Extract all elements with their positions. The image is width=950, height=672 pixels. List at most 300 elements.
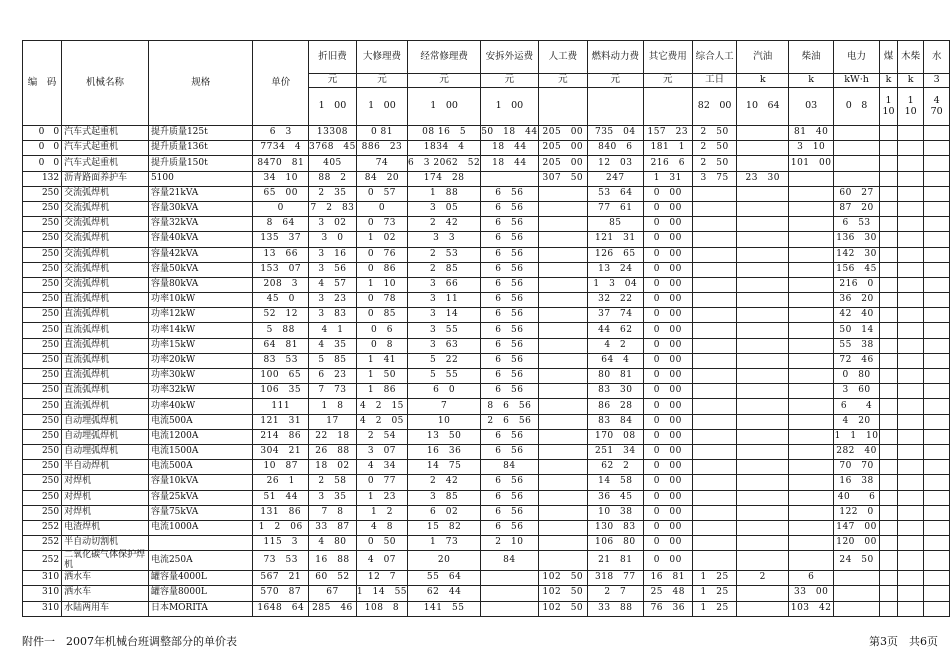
value-cell: [737, 460, 789, 475]
value-cell: [538, 323, 588, 338]
value-cell: 3 11: [408, 293, 481, 308]
value-cell: 33 88: [588, 601, 643, 616]
price-cell: 304 21: [253, 444, 309, 459]
value-cell: [924, 536, 950, 551]
spec-cell: 容量25kVA: [148, 490, 253, 505]
name-cell: 交流弧焊机: [62, 186, 149, 201]
code-cell: 310: [23, 601, 62, 616]
value-cell: 1 41: [356, 353, 407, 368]
unit-price-table: [22, 40, 950, 617]
value-cell: 5 22: [408, 353, 481, 368]
name-cell: 自动埋弧焊机: [62, 414, 149, 429]
value-cell: 0 8: [356, 338, 407, 353]
value-cell: 44 62: [588, 323, 643, 338]
value-cell: [834, 171, 880, 186]
value-cell: [789, 262, 834, 277]
value-cell: 1 73: [408, 536, 481, 551]
value-cell: [538, 186, 588, 201]
value-cell: 0 00: [643, 262, 693, 277]
table-row: [23, 171, 950, 186]
value-cell: [897, 444, 923, 459]
value-cell: 6 56: [481, 490, 538, 505]
value-cell: [789, 308, 834, 323]
value-cell: 0 00: [643, 201, 693, 216]
value-cell: 6 56: [481, 338, 538, 353]
name-cell: 水陆两用车: [62, 601, 149, 616]
value-cell: 88 2: [309, 171, 357, 186]
value-cell: [737, 444, 789, 459]
value-cell: [538, 338, 588, 353]
value-cell: 87 20: [834, 201, 880, 216]
value-cell: [737, 551, 789, 571]
value-cell: [737, 141, 789, 156]
col-coef-12: 1 10: [897, 88, 923, 126]
name-cell: 电渣焊机: [62, 520, 149, 535]
value-cell: 83 30: [588, 384, 643, 399]
value-cell: 2 10: [481, 536, 538, 551]
table-row: [23, 429, 950, 444]
value-cell: 0 73: [356, 217, 407, 232]
value-cell: 2 50: [693, 141, 737, 156]
value-cell: 1 88: [408, 186, 481, 201]
value-cell: [789, 232, 834, 247]
col-unit-7: 工日: [693, 74, 737, 88]
spec-cell: 容量42kVA: [148, 247, 253, 262]
value-cell: [789, 475, 834, 490]
table-row: [23, 141, 950, 156]
table-row: [23, 126, 950, 141]
table-header: [23, 41, 950, 126]
value-cell: [693, 262, 737, 277]
value-cell: [880, 444, 898, 459]
value-cell: 120 00: [834, 536, 880, 551]
value-cell: [737, 217, 789, 232]
value-cell: 205 00: [538, 141, 588, 156]
value-cell: 4 2 05: [356, 414, 407, 429]
value-cell: [789, 460, 834, 475]
value-cell: [737, 414, 789, 429]
value-cell: [693, 353, 737, 368]
table-row: [23, 262, 950, 277]
value-cell: 0 00: [643, 369, 693, 384]
col-coef-2: 1 00: [408, 88, 481, 126]
value-cell: [834, 601, 880, 616]
value-cell: [737, 156, 789, 171]
value-cell: 3 07: [356, 444, 407, 459]
value-cell: [737, 505, 789, 520]
value-cell: 4 2 15: [356, 399, 407, 414]
value-cell: [834, 571, 880, 586]
value-cell: [737, 475, 789, 490]
value-cell: [924, 369, 950, 384]
value-cell: 3 16: [309, 247, 357, 262]
price-cell: 208 3: [253, 277, 309, 292]
value-cell: [693, 308, 737, 323]
code-cell: 0 0: [23, 126, 62, 141]
code-cell: 132: [23, 171, 62, 186]
col-label-0: 折旧费: [309, 41, 357, 74]
value-cell: 1 25: [693, 586, 737, 601]
value-cell: 0 00: [643, 232, 693, 247]
value-cell: [693, 399, 737, 414]
value-cell: [737, 338, 789, 353]
value-cell: [693, 414, 737, 429]
value-cell: [897, 429, 923, 444]
price-cell: 10 87: [253, 460, 309, 475]
code-cell: 250: [23, 399, 62, 414]
value-cell: 2 42: [408, 475, 481, 490]
value-cell: 85: [588, 217, 643, 232]
value-cell: 840 6: [588, 141, 643, 156]
value-cell: 84: [481, 551, 538, 571]
col-coef-9: 03: [789, 88, 834, 126]
value-cell: 126 65: [588, 247, 643, 262]
value-cell: [880, 460, 898, 475]
price-cell: 45 0: [253, 293, 309, 308]
value-cell: 4 34: [356, 460, 407, 475]
value-cell: [897, 384, 923, 399]
value-cell: 84 20: [356, 171, 407, 186]
value-cell: [880, 186, 898, 201]
value-cell: [693, 505, 737, 520]
value-cell: [538, 429, 588, 444]
value-cell: [538, 277, 588, 292]
value-cell: [481, 601, 538, 616]
value-cell: 37 74: [588, 308, 643, 323]
footer-title: 附件一 2007年机械台班调整部分的单价表: [22, 635, 237, 648]
spec-cell: 电流500A: [148, 460, 253, 475]
value-cell: [924, 171, 950, 186]
value-cell: [737, 384, 789, 399]
table-row: [23, 490, 950, 505]
value-cell: [693, 232, 737, 247]
value-cell: [538, 293, 588, 308]
value-cell: 0 57: [356, 186, 407, 201]
value-cell: 6 56: [481, 247, 538, 262]
value-cell: [834, 141, 880, 156]
spec-cell: 容量75kVA: [148, 505, 253, 520]
spec-cell: [148, 536, 253, 551]
table-row: [23, 520, 950, 535]
table-row: [23, 232, 950, 247]
value-cell: 36 45: [588, 490, 643, 505]
value-cell: 0 00: [643, 429, 693, 444]
value-cell: [737, 201, 789, 216]
col-coef-7: 82 00: [693, 88, 737, 126]
value-cell: [924, 490, 950, 505]
price-cell: 65 00: [253, 186, 309, 201]
value-cell: [924, 156, 950, 171]
value-cell: [880, 429, 898, 444]
value-cell: 15 82: [408, 520, 481, 535]
value-cell: [897, 156, 923, 171]
value-cell: 0 00: [643, 338, 693, 353]
name-cell: 直流弧焊机: [62, 399, 149, 414]
value-cell: 4 2: [588, 338, 643, 353]
value-cell: 216 6: [643, 156, 693, 171]
value-cell: 6 56: [481, 201, 538, 216]
value-cell: 4 1: [309, 323, 357, 338]
value-cell: 74: [356, 156, 407, 171]
value-cell: 14 58: [588, 475, 643, 490]
value-cell: 33 00: [789, 586, 834, 601]
value-cell: 3 23: [309, 293, 357, 308]
col-unit-10: kW·h: [834, 74, 880, 88]
value-cell: [789, 277, 834, 292]
value-cell: 0 00: [643, 247, 693, 262]
col-coef-8: 10 64: [737, 88, 789, 126]
value-cell: [924, 571, 950, 586]
value-cell: [924, 475, 950, 490]
value-cell: 6 56: [481, 277, 538, 292]
value-cell: [897, 186, 923, 201]
value-cell: [924, 429, 950, 444]
value-cell: 282 40: [834, 444, 880, 459]
value-cell: 25 48: [643, 586, 693, 601]
value-cell: 3 10: [789, 141, 834, 156]
value-cell: 5 85: [309, 353, 357, 368]
code-cell: 250: [23, 353, 62, 368]
col-label-9: 柴油: [789, 41, 834, 74]
price-cell: 115 3: [253, 536, 309, 551]
value-cell: 2 50: [693, 156, 737, 171]
value-cell: 0 85: [356, 308, 407, 323]
col-label-3: 安拆外运费: [481, 41, 538, 74]
value-cell: 7 8: [309, 505, 357, 520]
spec-cell: 电流1000A: [148, 520, 253, 535]
value-cell: 6 56: [481, 293, 538, 308]
code-cell: 250: [23, 186, 62, 201]
value-cell: [538, 384, 588, 399]
table-row: [23, 505, 950, 520]
name-cell: 直流弧焊机: [62, 293, 149, 308]
value-cell: 6 56: [481, 505, 538, 520]
name-cell: 直流弧焊机: [62, 369, 149, 384]
value-cell: 0 00: [643, 444, 693, 459]
spec-cell: 电流1500A: [148, 444, 253, 459]
value-cell: 42 40: [834, 308, 880, 323]
value-cell: 216 0: [834, 277, 880, 292]
name-cell: 交流弧焊机: [62, 277, 149, 292]
col-coef-13: 4 70: [924, 88, 950, 126]
value-cell: 2 53: [408, 247, 481, 262]
value-cell: [693, 201, 737, 216]
value-cell: 81 40: [789, 126, 834, 141]
value-cell: [897, 475, 923, 490]
table-row: [23, 277, 950, 292]
value-cell: 70 70: [834, 460, 880, 475]
value-cell: 72 46: [834, 353, 880, 368]
table-row: [23, 414, 950, 429]
value-cell: 0 00: [643, 551, 693, 571]
value-cell: [789, 505, 834, 520]
value-cell: [789, 186, 834, 201]
value-cell: 7 73: [309, 384, 357, 399]
value-cell: 6 56: [481, 369, 538, 384]
value-cell: 205 00: [538, 126, 588, 141]
value-cell: [924, 338, 950, 353]
value-cell: 4 57: [309, 277, 357, 292]
value-cell: [897, 601, 923, 616]
value-cell: [924, 586, 950, 601]
value-cell: [538, 201, 588, 216]
col-unit-11: k: [880, 74, 898, 88]
value-cell: 2 6 56: [481, 414, 538, 429]
value-cell: [538, 262, 588, 277]
price-cell: 26 1: [253, 475, 309, 490]
name-cell: 交流弧焊机: [62, 201, 149, 216]
code-cell: 250: [23, 262, 62, 277]
code-cell: 250: [23, 293, 62, 308]
table-row: [23, 323, 950, 338]
value-cell: 0 78: [356, 293, 407, 308]
value-cell: 1 8: [309, 399, 357, 414]
value-cell: 3 63: [408, 338, 481, 353]
price-cell: 64 81: [253, 338, 309, 353]
value-cell: [481, 586, 538, 601]
value-cell: [737, 353, 789, 368]
code-cell: 250: [23, 369, 62, 384]
col-coef-10: 0 8: [834, 88, 880, 126]
value-cell: 121 31: [588, 232, 643, 247]
table-row: [23, 308, 950, 323]
value-cell: 886 23: [356, 141, 407, 156]
value-cell: 2 35: [309, 186, 357, 201]
value-cell: 2 50: [693, 126, 737, 141]
value-cell: 3 55: [408, 323, 481, 338]
value-cell: 0 00: [643, 293, 693, 308]
value-cell: [789, 217, 834, 232]
name-cell: 直流弧焊机: [62, 308, 149, 323]
value-cell: 0 00: [643, 414, 693, 429]
name-cell: 洒水车: [62, 586, 149, 601]
value-cell: [538, 551, 588, 571]
col-coef-3: 1 00: [481, 88, 538, 126]
code-cell: 0 0: [23, 141, 62, 156]
value-cell: [737, 520, 789, 535]
value-cell: 62 2: [588, 460, 643, 475]
value-cell: 0 86: [356, 262, 407, 277]
value-cell: 10 38: [588, 505, 643, 520]
value-cell: 130 83: [588, 520, 643, 535]
value-cell: 1 10: [356, 277, 407, 292]
value-cell: [880, 171, 898, 186]
value-cell: [924, 444, 950, 459]
value-cell: 18 02: [309, 460, 357, 475]
value-cell: [737, 369, 789, 384]
value-cell: [737, 323, 789, 338]
value-cell: [693, 551, 737, 571]
value-cell: [789, 293, 834, 308]
value-cell: 251 34: [588, 444, 643, 459]
value-cell: [737, 277, 789, 292]
price-cell: 131 86: [253, 505, 309, 520]
col-unit-8: k: [737, 74, 789, 88]
value-cell: 102 50: [538, 571, 588, 586]
value-cell: [880, 262, 898, 277]
code-cell: 250: [23, 414, 62, 429]
value-cell: 3 3: [408, 232, 481, 247]
spec-cell: 功率10kW: [148, 293, 253, 308]
table-row: [23, 293, 950, 308]
value-cell: 20: [408, 551, 481, 571]
value-cell: 6 56: [481, 308, 538, 323]
value-cell: 3 0: [309, 232, 357, 247]
value-cell: [924, 308, 950, 323]
value-cell: 6 56: [481, 217, 538, 232]
value-cell: [737, 536, 789, 551]
value-cell: [924, 520, 950, 535]
value-cell: 6 0: [408, 384, 481, 399]
value-cell: [897, 586, 923, 601]
value-cell: 55 38: [834, 338, 880, 353]
value-cell: [693, 475, 737, 490]
value-cell: [693, 217, 737, 232]
col-label-13: 水: [924, 41, 950, 74]
spec-cell: 功率30kW: [148, 369, 253, 384]
col-unit-13: 3: [924, 74, 950, 88]
value-cell: [737, 601, 789, 616]
value-cell: [538, 536, 588, 551]
name-cell: 汽车式起重机: [62, 156, 149, 171]
value-cell: 6 56: [481, 444, 538, 459]
col-label-11: 煤: [880, 41, 898, 74]
name-header: 机械名称: [62, 41, 149, 126]
value-cell: 0 81: [356, 126, 407, 141]
value-cell: [789, 429, 834, 444]
value-cell: [880, 308, 898, 323]
value-cell: 13308: [309, 126, 357, 141]
value-cell: 1 1 10: [834, 429, 880, 444]
value-cell: [737, 232, 789, 247]
value-cell: 84: [481, 460, 538, 475]
code-cell: 250: [23, 490, 62, 505]
value-cell: 0 6: [356, 323, 407, 338]
value-cell: [880, 201, 898, 216]
value-cell: 0 00: [643, 186, 693, 201]
value-cell: 6 56: [481, 323, 538, 338]
value-cell: [693, 429, 737, 444]
code-cell: 250: [23, 338, 62, 353]
col-label-12: 木柴: [897, 41, 923, 74]
value-cell: 3 83: [309, 308, 357, 323]
value-cell: [693, 490, 737, 505]
value-cell: [737, 247, 789, 262]
value-cell: [880, 277, 898, 292]
value-cell: [538, 369, 588, 384]
value-cell: 2 58: [309, 475, 357, 490]
spec-cell: 日本MORITA: [148, 601, 253, 616]
value-cell: 6 56: [481, 429, 538, 444]
value-cell: 4 8: [356, 520, 407, 535]
value-cell: [897, 399, 923, 414]
value-cell: [880, 505, 898, 520]
value-cell: 23 30: [737, 171, 789, 186]
value-cell: [538, 399, 588, 414]
col-coef-0: 1 00: [309, 88, 357, 126]
table-row: [23, 475, 950, 490]
table-row: [23, 186, 950, 201]
col-coef-4: [538, 88, 588, 126]
value-cell: [897, 369, 923, 384]
value-cell: 102 50: [538, 586, 588, 601]
value-cell: [737, 490, 789, 505]
value-cell: [924, 551, 950, 571]
code-cell: 250: [23, 308, 62, 323]
value-cell: [789, 201, 834, 216]
value-cell: 2 42: [408, 217, 481, 232]
code-cell: 310: [23, 586, 62, 601]
